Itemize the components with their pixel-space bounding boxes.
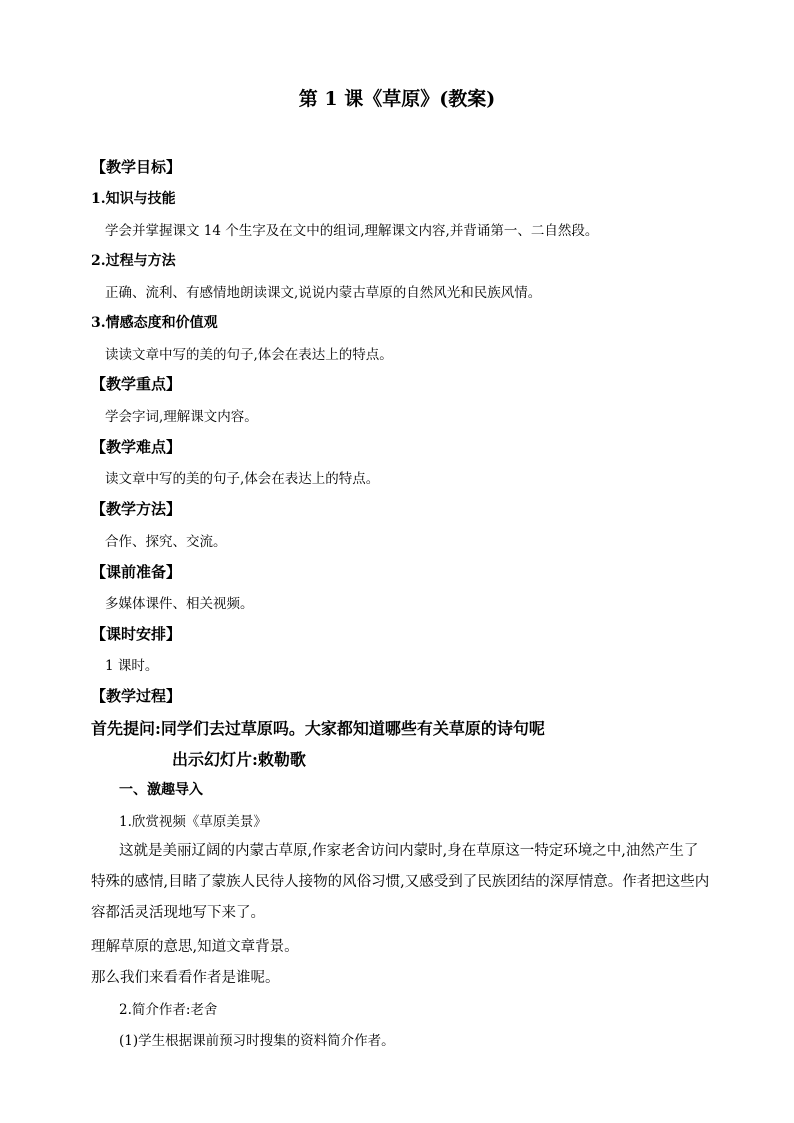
document-title: 第 1 课《草原》(教案) xyxy=(298,88,496,110)
step-watch-video: 1.欣赏视频《草原美景》 xyxy=(119,814,267,830)
heading-teaching-methods: 【教学方法】 xyxy=(91,500,182,518)
key-points-text: 学会字词,理解课文内容。 xyxy=(105,409,258,425)
who-text: 那么我们来看看作者是谁呢。 xyxy=(91,970,280,986)
heading-preparation: 【课前准备】 xyxy=(91,563,182,581)
step-author-intro: 2.简介作者:老舍 xyxy=(119,1002,218,1018)
step-author-research: (1)学生根据课前预习时搜集的资料简介作者。 xyxy=(119,1033,395,1049)
knowledge-skills-text: 学会并掌握课文 14 个生字及在文中的组词,理解课文内容,并背诵第一、二自然段。 xyxy=(105,223,599,239)
heading-teaching-process: 【教学过程】 xyxy=(91,687,182,705)
heading-difficult-points: 【教学难点】 xyxy=(91,438,182,456)
intro-question: 首先提问:同学们去过草原吗。大家都知道哪些有关草原的诗句呢 xyxy=(91,719,545,738)
teaching-methods-text: 合作、探究、交流。 xyxy=(105,534,227,550)
difficult-points-text: 读文章中写的美的句子,体会在表达上的特点。 xyxy=(105,471,380,487)
step-heading-intro: 一、激趣导入 xyxy=(119,782,203,798)
heading-schedule: 【课时安排】 xyxy=(91,625,182,643)
process-method-text: 正确、流利、有感情地朗读课文,说说内蒙古草原的自然风光和民族风情。 xyxy=(105,285,542,301)
schedule-text: 1 课时。 xyxy=(105,658,159,674)
heading-key-points: 【教学重点】 xyxy=(91,375,182,393)
heading-teaching-goals: 【教学目标】 xyxy=(91,158,182,176)
subheading-knowledge-skills: 1.知识与技能 xyxy=(91,191,176,207)
subheading-emotion-values: 3.情感态度和价值观 xyxy=(91,315,218,331)
intro-paragraph: 这就是美丽辽阔的内蒙古草原,作家老舍访问内蒙时,身在草原这一特定环境之中,油然产生了特殊的感情,目睹了蒙族人民待人接物的风俗习惯,又感受到了民族团结的深厚情意。作者把这些内容都活灵活现地写下来了。 xyxy=(91,843,710,921)
preparation-text: 多媒体课件、相关视频。 xyxy=(105,596,254,612)
slide-note: 出示幻灯片:敕勒歌 xyxy=(172,750,306,769)
understand-text: 理解草原的意思,知道文章背景。 xyxy=(91,939,299,955)
emotion-values-text: 读读文章中写的美的句子,体会在表达上的特点。 xyxy=(105,347,393,363)
subheading-process-method: 2.过程与方法 xyxy=(91,253,176,269)
